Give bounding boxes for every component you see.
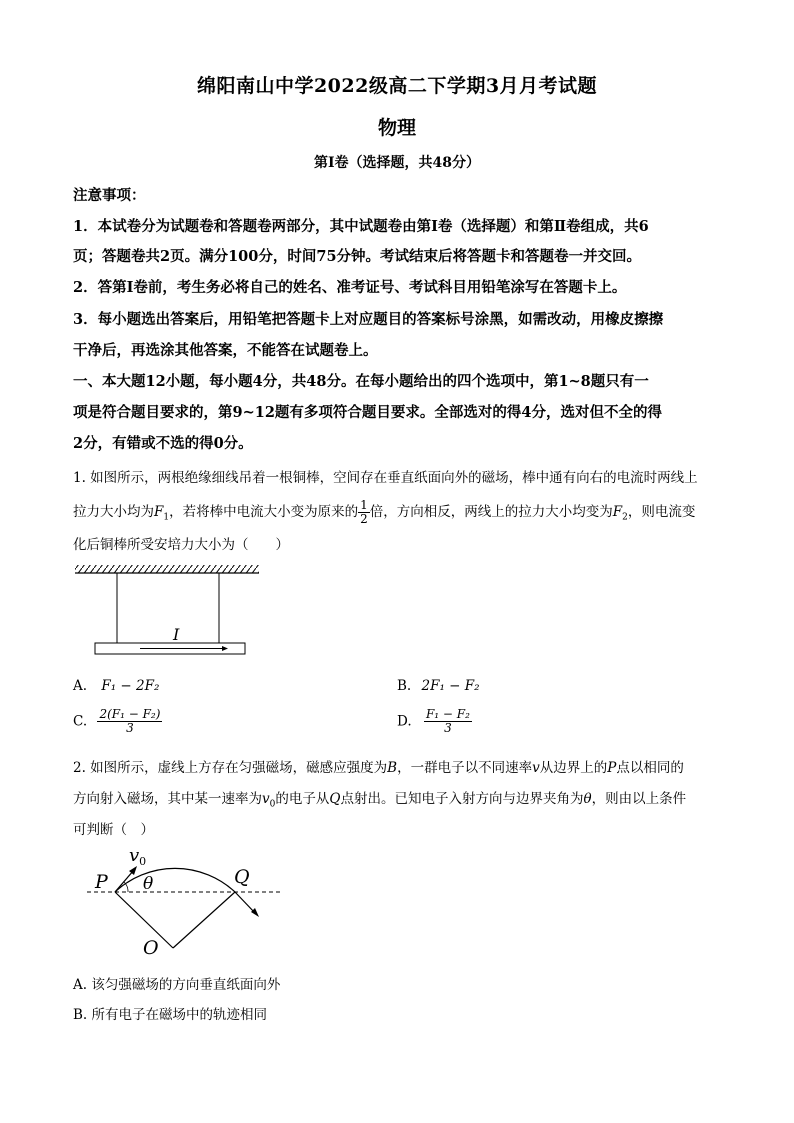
q1-fraction — [358, 499, 370, 526]
q2-text-2c: 点射出。已知电子入射方向与边界夹角为 — [340, 791, 584, 807]
q2-v: v — [532, 760, 540, 776]
q2-option-b[interactable]: B. 所有电子在磁场中的轨迹相同 — [73, 1007, 268, 1023]
notes-line-2: 2．答第I卷前，考生务必将自己的姓名、准考证号、考试科目用铅笔涂写在答题卡上。 — [73, 279, 627, 296]
q1-option-b-text: 2F₁ − F₂ — [421, 678, 480, 694]
part1-line-1: 一、本大题12小题，每小题4分，共48分。在每小题给出的四个选项中，第1~8题只有一 — [73, 373, 649, 390]
theta-label: θ — [143, 874, 154, 894]
exit-direction-line — [235, 892, 255, 913]
q1-option-c[interactable] — [73, 708, 162, 735]
point-P-label: P — [95, 871, 108, 893]
q1-option-a[interactable] — [73, 678, 159, 694]
q1-line-1: 1. 如图所示，两根绝缘细线吊着一根铜棒，空间存在垂直纸面向外的磁场，棒中通有向右的电流时两线上 — [73, 470, 698, 486]
q1-text-d: ，则电流变 — [627, 504, 696, 520]
q1-option-d-den: 3 — [444, 721, 452, 735]
velocity-vector — [115, 870, 134, 892]
ceiling-hatch — [75, 565, 259, 573]
q2-v0: v — [262, 791, 270, 807]
notes-line-1b: 页；答题卷共2页。满分100分，时间75分钟。考试结束后将答题卡和答题卷一并交回。 — [73, 248, 642, 265]
q2-text-1b: ，一群电子以不同速率 — [397, 760, 533, 776]
q1-option-a-text: F₁ − 2F₂ — [101, 678, 160, 694]
q2-text-1c: 从边界上的 — [539, 760, 608, 776]
notes-heading: 注意事项： — [73, 187, 146, 204]
q1-text-c: 倍，方向相反，两线上的拉力大小均变为 — [369, 504, 613, 520]
current-label: I — [173, 625, 180, 644]
q2-v0-sub: 0 — [269, 799, 276, 810]
part1-line-3: 2分，有错或不选的得0分。 — [73, 435, 253, 452]
q1-option-a-label: A. — [73, 678, 88, 694]
point-Q-label: Q — [234, 866, 250, 888]
q2-figure — [85, 840, 295, 960]
q2-text-2b: 的电子从 — [275, 791, 330, 807]
notes-line-3a: 3．每小题选出答案后，用铅笔把答题卡上对应题目的答案标号涂黑，如需改动，用橡皮擦擦 — [73, 311, 664, 328]
q2-line-3: 可判断（ ） — [73, 822, 154, 838]
q2-Q: Q — [329, 791, 341, 807]
q1-option-c-label: C. — [73, 713, 88, 730]
q1-figure — [70, 560, 265, 660]
q1-option-b[interactable] — [397, 678, 480, 694]
q1-option-d[interactable] — [397, 708, 472, 735]
q2-B: B — [387, 760, 398, 776]
q1-F2: F — [612, 504, 623, 520]
q2-text-2d: ，则由以上条件 — [591, 791, 687, 807]
q1-line-2 — [73, 499, 695, 526]
q2-P: P — [607, 760, 617, 776]
q2-text-1a: 2. 如图所示，虚线上方存在匀强磁场，磁感应强度为 — [73, 760, 388, 776]
exam-title: 绵阳南山中学2022级高二下学期3月月考试题 — [196, 75, 598, 97]
q1-option-b-label: B. — [397, 678, 412, 694]
q1-text-a: 拉力大小均为 — [73, 504, 154, 520]
q1-frac-den: 2 — [360, 512, 368, 526]
q1-text-b: ，若将棒中电流大小变为原来的 — [169, 504, 359, 520]
radius-OQ — [173, 892, 235, 948]
point-O-label: O — [143, 937, 159, 959]
q1-option-c-num: 2(F₁ − F₂) — [99, 707, 161, 721]
notes-line-3b: 干净后，再选涂其他答案，不能答在试题卷上。 — [73, 342, 378, 359]
q2-theta: θ — [583, 791, 592, 807]
q2-text-1d: 点以相同的 — [616, 760, 684, 776]
q1-option-d-num: F₁ − F₂ — [425, 707, 470, 721]
q1-option-c-frac — [97, 708, 162, 735]
q1-frac-num: 1 — [360, 498, 368, 512]
part1-line-2: 项是符合题目要求的，第9~12题有多项符合题目要求。全部选对的得4分，选对但不全的得 — [73, 404, 663, 421]
notes-line-1a: 1．本试卷分为试题卷和答题卷两部分，其中试题卷由第I卷（选择题）和第Ⅱ卷组成，共6 — [73, 218, 649, 235]
q1-line-3: 化后铜棒所受安培力大小为（ ） — [73, 537, 289, 553]
q1-F1-sub: 1 — [163, 512, 170, 523]
q1-F2-sub: 2 — [622, 512, 628, 523]
q2-option-a[interactable]: A. 该匀强磁场的方向垂直纸面向外 — [73, 977, 281, 993]
section-title: 第I卷（选择题，共48分） — [313, 155, 481, 171]
subject-title: 物理 — [377, 117, 416, 139]
v0-subscript: 0 — [139, 855, 147, 868]
q2-line-2 — [73, 787, 686, 810]
q1-option-d-label: D. — [397, 713, 412, 730]
q1-option-c-den: 3 — [126, 721, 134, 735]
q1-option-d-frac — [424, 708, 472, 735]
q2-line-1 — [73, 756, 684, 776]
v0-main: v — [129, 845, 140, 866]
q1-F1: F — [154, 504, 164, 520]
v0-label — [129, 845, 146, 868]
q2-text-2a: 方向射入磁场，其中某一速率为 — [73, 791, 262, 807]
